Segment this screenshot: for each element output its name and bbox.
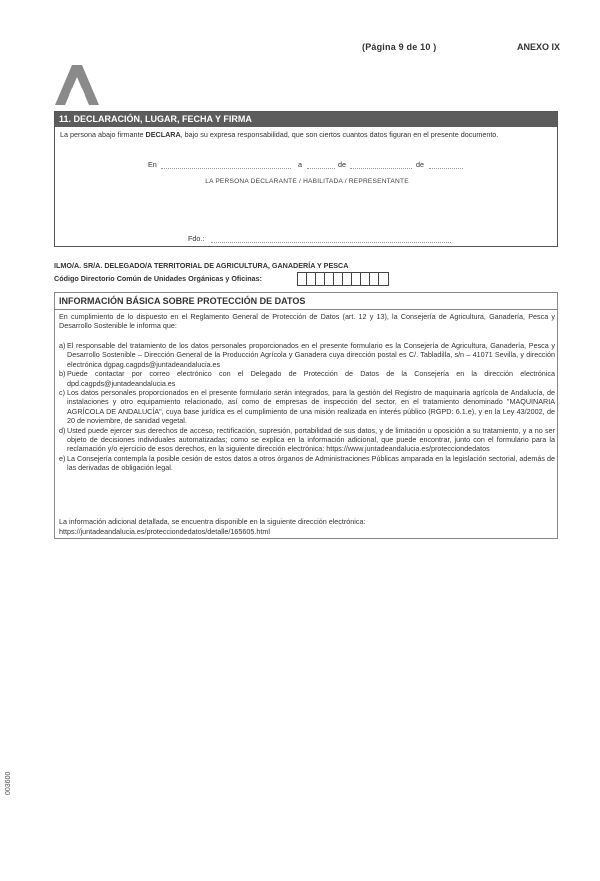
page-indicator: (Página 9 de 10 ) (362, 42, 437, 52)
code-box[interactable] (370, 273, 379, 285)
item-text: La Consejería contempla la posible cesión de estos datos a otros órganos de Administraciones Públicas amparada en la legislación sectorial, además de las derivadas de obligación legal. (67, 453, 555, 473)
annex-label: ANEXO IX (517, 42, 561, 52)
code-box[interactable] (361, 273, 370, 285)
code-box[interactable] (316, 273, 325, 285)
code-box[interactable] (334, 273, 343, 285)
declarante-label: LA PERSONA DECLARANTE / HABILITADA / REPRESENTANTE (205, 178, 409, 185)
item-letter: a) (59, 341, 66, 350)
item-text: Los datos personales proporcionados en el presente formulario serán integrados, para la gestión del Registro de maquinaria agrícola de Andalucía, de instalaciones y otro equipamiento relacionado, así como de empresas de inspección del sector, en el tratamiento denominado "MAQUINARIA AGRÍCOLA DE ANDALUCÍA", cuya base jurídica es el cumplimiento de una misión realizada en interés público (RGPD: 6.1.e), y en la Ley 43/2002, de 20 de noviembre, de sanidad vegetal. (67, 388, 555, 426)
list-item (59, 388, 555, 426)
declaration-text (60, 130, 554, 140)
data-protection-intro: En cumplimiento de lo dispuesto en el Reglamento General de Protección de Datos (art. 12 y 13), la Consejería de Agricultura, Ganadería, Pesca y Desarrollo Sostenible le informa que: (59, 312, 555, 331)
month-field[interactable] (350, 168, 412, 169)
item-letter: c) (59, 388, 65, 398)
code-box[interactable] (307, 273, 316, 285)
additional-info: La información adicional detallada, se encuentra disponible en la siguiente dirección electrónica: (59, 517, 366, 526)
section-title: 11. DECLARACIÓN, LUGAR, FECHA Y FIRMA (55, 112, 557, 127)
document-code: 003600 (5, 771, 12, 795)
item-text: El responsable del tratamiento de los datos personales proporcionados en el presente formulario es la Consejería de Agricultura, Ganadería, Pesca y Desarrollo Sostenible – Dirección General de la Producción Agrícola y Ganadera cuya dirección postal es C/. Tabladilla, s/n – 41071 Sevilla, y dirección electrónica dgpag.cagpds@juntadeandalucia.es (67, 341, 555, 369)
dir3-code-field[interactable] (297, 272, 389, 286)
place-field[interactable] (161, 168, 291, 169)
a-label: a (298, 160, 302, 169)
de-label-1: de (338, 160, 346, 169)
signature-field[interactable] (211, 242, 451, 243)
item-text: Usted puede ejercer sus derechos de acceso, rectificación, supresión, portabilidad de sus datos, y de limitación u oposición a su tratamiento, y a no ser objeto de decisiones individuales automatizadas; como se explica en la información adicional, que puede encontrar, junto con el formulario para la reclamación y/o ejercicio de esos derechos, en la siguiente dirección electrónica: https://www.juntadeandalucia.es/protecciondedatos (67, 425, 555, 454)
additional-url[interactable]: https://juntadeandalucia.es/protecciondedatos/detalle/165605.html (59, 527, 270, 536)
list-item (59, 426, 555, 454)
declaration-text-suffix: , bajo su expresa responsabilidad, que son ciertos cuantos datos figuran en el presente documento. (180, 130, 499, 139)
data-protection-items (59, 341, 555, 473)
item-text: Puede contactar por correo electrónico con el Delegado de Protección de Datos de la Consejería en la dirección electrónica dpd.cagpds@juntadeandalucia.es (67, 369, 555, 388)
code-box[interactable] (352, 273, 361, 285)
item-letter: e) (59, 453, 66, 463)
list-item (59, 369, 555, 388)
fdo-label: Fdo.: (188, 234, 205, 243)
data-protection-title: INFORMACIÓN BÁSICA SOBRE PROTECCIÓN DE DATOS (55, 293, 557, 310)
year-field[interactable] (429, 168, 463, 169)
code-box[interactable] (379, 273, 388, 285)
declaration-text-prefix: La persona abajo firmante (60, 130, 146, 139)
code-box[interactable] (343, 273, 352, 285)
list-item (59, 341, 555, 369)
item-letter: b) (59, 369, 66, 379)
code-box[interactable] (325, 273, 334, 285)
de-label-2: de (416, 160, 424, 169)
addressee-title: ILMO/A. SR/A. DELEGADO/A TERRITORIAL DE AGRICULTURA, GANADERÍA Y PESCA (54, 261, 349, 270)
declaration-section (54, 111, 558, 247)
day-field[interactable] (307, 168, 335, 169)
codigo-label: Código Directorio Común de Unidades Orgánicas y Oficinas: (54, 274, 263, 283)
junta-andalucia-logo-icon (55, 65, 99, 105)
list-item (59, 454, 555, 473)
code-box[interactable] (298, 273, 307, 285)
data-protection-section (54, 292, 558, 539)
item-letter: d) (59, 425, 66, 435)
en-label: En (148, 160, 157, 169)
declaration-bold: DECLARA (145, 130, 181, 139)
